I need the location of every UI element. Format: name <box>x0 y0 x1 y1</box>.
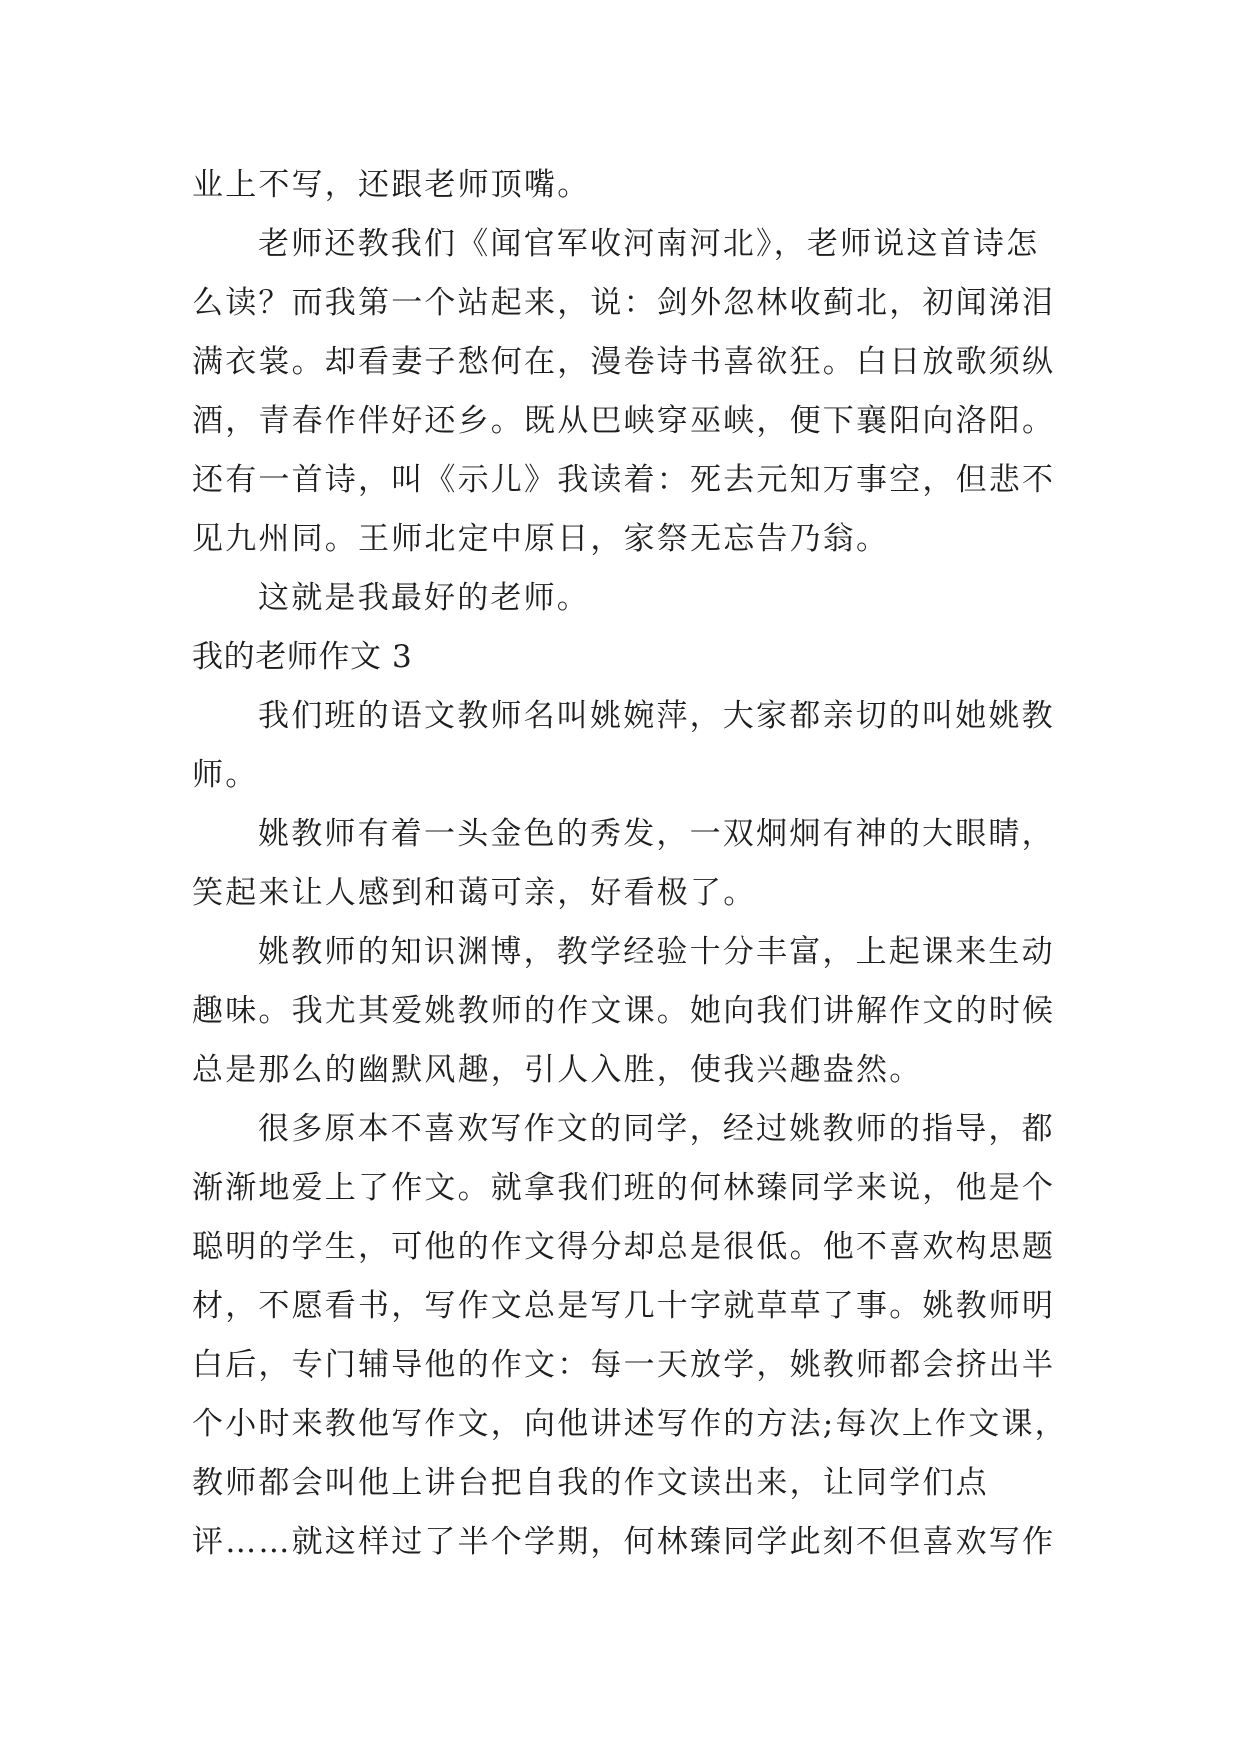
text-line: 见九州同。王师北定中原日，家祭无忘告乃翁。 <box>192 521 890 557</box>
text-line: 业上不写，还跟老师顶嘴。 <box>192 167 591 203</box>
text-line: 酒，青春作伴好还乡。既从巴峡穿巫峡，便下襄阳向洛阳。 <box>192 403 1056 439</box>
text-line: 评……就这样过了半个学期，何林臻同学此刻不但喜欢写作 <box>192 1524 1056 1560</box>
text-line: 聪明的学生，可他的作文得分却总是很低。他不喜欢构思题 <box>192 1229 1056 1265</box>
section-title: 我的老师作文 3 <box>192 639 413 675</box>
text-line: 趣味。我尤其爱姚教师的作文课。她向我们讲解作文的时候 <box>192 993 1056 1029</box>
paragraph-first-line: 很多原本不喜欢写作文的同学，经过姚教师的指导，都 <box>258 1111 1055 1147</box>
text-line: 个小时来教他写作文，向他讲述写作的方法;每次上作文课， <box>192 1406 1068 1442</box>
paragraph-first-line: 姚教师有着一头金色的秀发，一双炯炯有神的大眼睛， <box>258 816 1055 852</box>
paragraph-first-line: 这就是我最好的老师。 <box>258 580 590 616</box>
text-line: 材，不愿看书，写作文总是写几十字就草草了事。姚教师明 <box>192 1288 1056 1324</box>
essay-body <box>192 156 1072 1572</box>
paragraph-first-line: 姚教师的知识渊博，教学经验十分丰富，上起课来生动 <box>258 934 1055 970</box>
text-line: 总是那么的幽默风趣，引人入胜，使我兴趣盎然。 <box>192 1052 923 1088</box>
text-line: 师。 <box>192 757 259 793</box>
paragraph-first-line: 我们班的语文教师名叫姚婉萍，大家都亲切的叫她姚教 <box>258 698 1055 734</box>
text-line: 渐渐地爱上了作文。就拿我们班的何林臻同学来说，他是个 <box>192 1170 1056 1206</box>
text-line: 白后，专门辅导他的作文：每一天放学，姚教师都会挤出半 <box>192 1347 1056 1383</box>
paragraph-first-line: 老师还教我们《闻官军收河南河北》，老师说这首诗怎 <box>258 226 1040 262</box>
text-line: 么读？而我第一个站起来，说：剑外忽林收蓟北，初闻涕泪 <box>192 285 1056 321</box>
text-line: 教师都会叫他上讲台把自我的作文读出来，让同学们点 <box>192 1465 989 1501</box>
text-line: 还有一首诗，叫《示儿》我读着：死去元知万事空，但悲不 <box>192 462 1056 498</box>
text-line: 笑起来让人感到和蔼可亲，好看极了。 <box>192 875 757 911</box>
text-line: 满衣裳。却看妻子愁何在，漫卷诗书喜欲狂。白日放歌须纵 <box>192 344 1056 380</box>
